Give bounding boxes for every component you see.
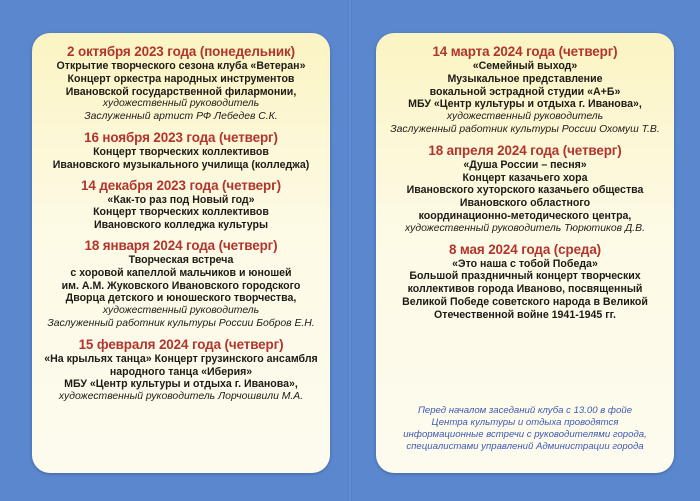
event-block bbox=[376, 242, 674, 322]
event-text-line: Большой праздничный концерт творческих bbox=[409, 270, 641, 283]
event-date: 2 октября 2023 года (понедельник) bbox=[67, 44, 295, 59]
event-block bbox=[32, 238, 330, 331]
event-block bbox=[32, 337, 330, 404]
event-date: 14 декабря 2023 года (четверг) bbox=[81, 177, 281, 193]
event-text-line: Великой Победе советского народа в Великой bbox=[402, 295, 648, 308]
event-text-line: Ивановского хуторского казачьего общества bbox=[406, 184, 644, 197]
event-block bbox=[32, 44, 330, 124]
event-credit-line: художественный руководитель Тюрютиков Д.В. bbox=[404, 222, 646, 234]
event-text-line: Ивановского колледжа культуры bbox=[93, 219, 269, 232]
event-text-line: народного танца «Иберия» bbox=[109, 365, 253, 378]
event-text-line: «Как-то раз под Новый год» bbox=[107, 193, 255, 206]
event-text-line: с хоровой капеллой мальчиков и юношей bbox=[70, 266, 292, 279]
right-panel bbox=[376, 33, 674, 473]
event-block bbox=[32, 178, 330, 232]
event-block bbox=[32, 130, 330, 172]
info-note-line: специалистами управлений Администрации города bbox=[406, 441, 644, 452]
event-text-line: Ивановского областного bbox=[459, 197, 591, 210]
event-credit-line: художественный руководитель bbox=[102, 98, 260, 110]
info-note-line: Перед началом заседаний клуба с 13.00 в фойе bbox=[417, 405, 633, 416]
event-date: 18 апреля 2024 года (четверг) bbox=[428, 142, 622, 158]
event-date: 14 марта 2024 года (четверг) bbox=[432, 44, 618, 59]
event-text-line: Отечественной войне 1941-1945 гг. bbox=[434, 308, 616, 321]
event-credit-line: Заслуженный работник культуры России Бобров Е.Н. bbox=[47, 317, 315, 329]
event-date: 16 ноября 2023 года (четверг) bbox=[84, 129, 278, 145]
event-text-line: Творческая встреча bbox=[128, 253, 234, 266]
info-note-line: Центра культуры и отдыха проводятся bbox=[431, 417, 619, 428]
event-text-line: Ивановского музыкального училища (колледжа) bbox=[52, 158, 310, 171]
event-block bbox=[376, 44, 674, 137]
info-note-line: информационные встречи с руководителями города, bbox=[403, 429, 647, 440]
event-text-line: Дворца детского и юношеского творчества, bbox=[65, 292, 297, 305]
event-date: 18 января 2024 года (четверг) bbox=[84, 237, 278, 253]
left-event-list bbox=[32, 44, 330, 404]
event-credit-line: художественный руководитель Лорчошвили М.А. bbox=[58, 391, 304, 403]
event-text-line: вокальной эстрадной студии «А+Б» bbox=[429, 85, 621, 98]
event-credit-line: Заслуженный артист РФ Лебедев С.К. bbox=[84, 111, 278, 123]
event-text-line: «Это наша с тобой Победа» bbox=[452, 257, 598, 270]
event-text-line: «На крыльях танца» Концерт грузинского ансамбля bbox=[44, 352, 318, 365]
event-text-line: Концерт оркестра народных инструментов bbox=[67, 72, 295, 85]
event-text-line: коллективов города Иваново, посвященный bbox=[407, 283, 643, 296]
event-text-line: Музыкальное представление bbox=[447, 72, 603, 85]
right-event-list bbox=[376, 44, 674, 322]
left-panel bbox=[32, 33, 330, 473]
event-date: 15 февраля 2024 года (четверг) bbox=[78, 336, 284, 352]
event-text-line: Открытие творческого сезона клуба «Ветеран» bbox=[56, 60, 306, 72]
event-text-line: Ивановской государственной филармонии, bbox=[65, 85, 297, 98]
event-text-line: им. А.М. Жуковского Ивановского городского bbox=[61, 279, 301, 292]
page-fold bbox=[348, 0, 352, 501]
event-credit-line: художественный руководитель bbox=[102, 305, 260, 317]
event-text-line: «Семейный выход» bbox=[472, 60, 578, 72]
event-text-line: «Душа России – песня» bbox=[463, 158, 587, 171]
event-text-line: координационно-методического центра, bbox=[418, 209, 632, 222]
event-text-line: МБУ «Центр культуры и отдыха г. Иванова», bbox=[64, 378, 298, 391]
event-text-line: МБУ «Центр культуры и отдыха г. Иванова», bbox=[408, 98, 642, 111]
event-text-line: Концерт творческих коллективов bbox=[93, 206, 269, 219]
event-credit-line: Заслуженный работник культуры России Охомуш Т.В. bbox=[390, 123, 660, 135]
event-block bbox=[376, 143, 674, 236]
event-credit-line: художественный руководитель bbox=[446, 111, 604, 123]
event-date: 8 мая 2024 года (среда) bbox=[448, 241, 602, 257]
event-text-line: Концерт творческих коллективов bbox=[93, 145, 269, 158]
info-note bbox=[376, 405, 674, 453]
event-text-line: Концерт казачьего хора bbox=[462, 171, 588, 184]
